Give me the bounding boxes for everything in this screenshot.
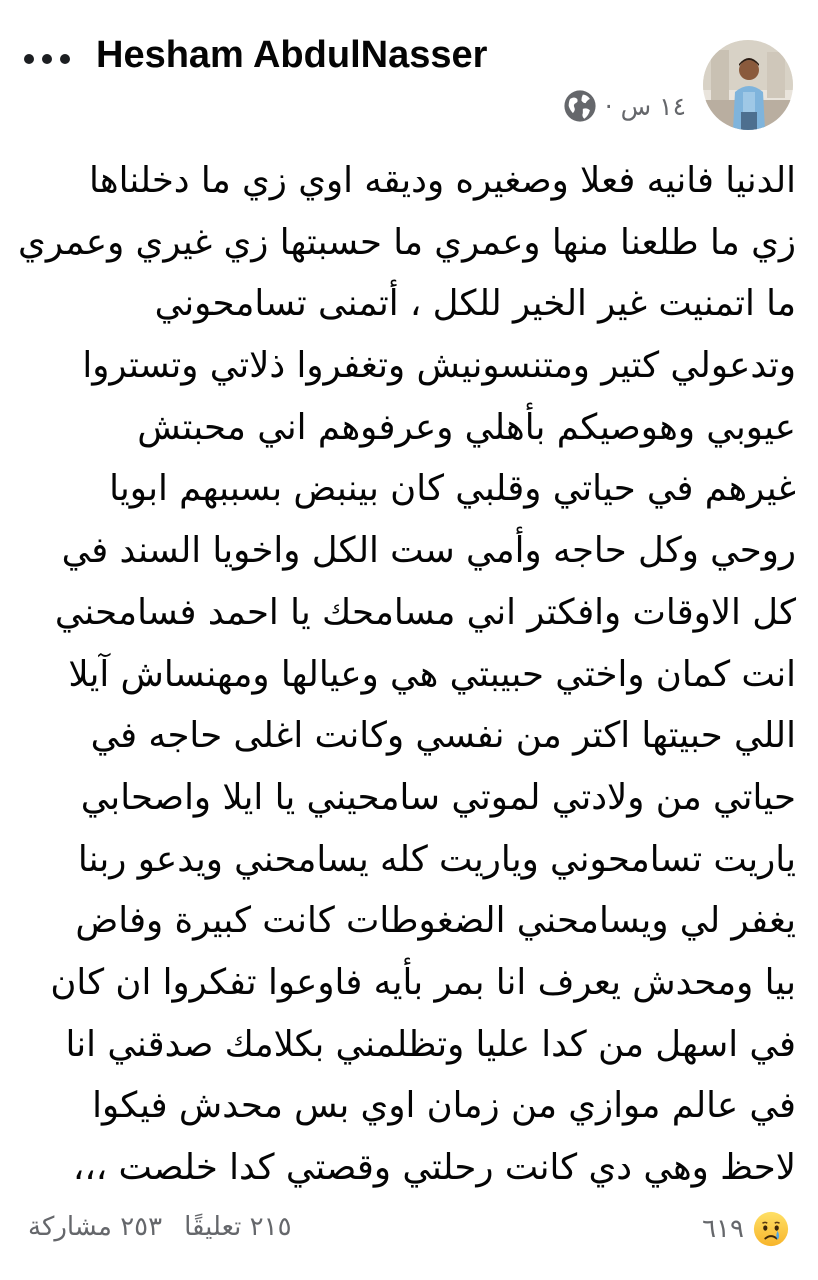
post-body-line: في اسهل من كدا عليا وتظلمني بكلامك صدقني انا [65, 1023, 796, 1065]
post-body-line: ما اتمنيت غير الخير للكل ، أتمنى تسامحوني [154, 283, 796, 325]
post-timestamp[interactable]: ١٤ س [620, 91, 686, 121]
post-body-line: في عالم موازي من زمان اوي بس محدش فيكوا [92, 1085, 796, 1127]
post-body-line: ياريت تسامحوني وياريت كله يسامحني ويدعو ربنا [77, 838, 796, 880]
globe-icon[interactable] [563, 89, 597, 123]
reaction-count: ٦١٩ [702, 1214, 744, 1244]
post-body-line: اللي حبيتها اكتر من نفسي وكانت اغلى حاجه في [90, 715, 796, 757]
more-options-button[interactable] [24, 42, 70, 76]
author-name[interactable]: Hesham AbdulNasser [96, 34, 488, 76]
avatar[interactable] [703, 40, 793, 130]
post-body-line: غيرهم في حياتي وقلبي كان بينبض بسببهم ابويا [109, 468, 796, 510]
post-body-line: كل الاوقات وافكتر اني مسامحك يا احمد فسامحني [54, 591, 796, 633]
post-body-line: الدنيا فانيه فعلا وصغيره وديقه اوي زي ما دخلناها [89, 160, 796, 201]
more-dots-icon [24, 54, 34, 64]
post-body-line: بيا ومحدش يعرف انا بمر بأيه فاوعوا تفكروا ان كان [50, 961, 796, 1003]
shares-count[interactable]: ٢٥٣ مشاركة [28, 1212, 163, 1242]
post-body [18, 150, 796, 1199]
sad-emoji-icon [752, 1210, 790, 1248]
more-dots-icon [42, 54, 52, 64]
post-body-line: انت كمان واختي حبيبتي هي وعيالها ومهنساش آيلا [68, 653, 796, 695]
avatar-photo [703, 40, 793, 130]
post-footer [0, 1200, 818, 1260]
post-body-line: وتدعولي كتير ومتنسونيش وتغفروا ذلاتي وتستروا [82, 345, 796, 387]
comments-count[interactable]: ٢١٥ تعليقًا [184, 1212, 292, 1242]
reactions-summary[interactable] [702, 1210, 790, 1248]
post-body-line: يغفر لي ويسامحني الضغوطات كانت كبيرة وفاض [75, 900, 796, 942]
post-body-line: عيوبي وهوصيكم بأهلي وعرفوهم اني محبتش [137, 406, 796, 448]
more-dots-icon [60, 54, 70, 64]
post-body-line: روحي وكل حاجه وأمي ست الكل واخويا السند في [61, 530, 796, 572]
post-body-line: لاحظ وهي دي كانت رحلتي وقصتي كدا خلصت ،،، [72, 1147, 796, 1188]
post-meta [563, 86, 686, 126]
post-header [0, 0, 818, 140]
post-body-line: حياتي من ولادتي لموتي سامحيني يا ايلا واصحابي [80, 776, 796, 818]
meta-separator: · [604, 91, 613, 121]
post-stats [28, 1212, 292, 1242]
post-body-line: زي ما طلعنا منها وعمري ما حسبتها زي غيري وعمري [18, 221, 796, 263]
